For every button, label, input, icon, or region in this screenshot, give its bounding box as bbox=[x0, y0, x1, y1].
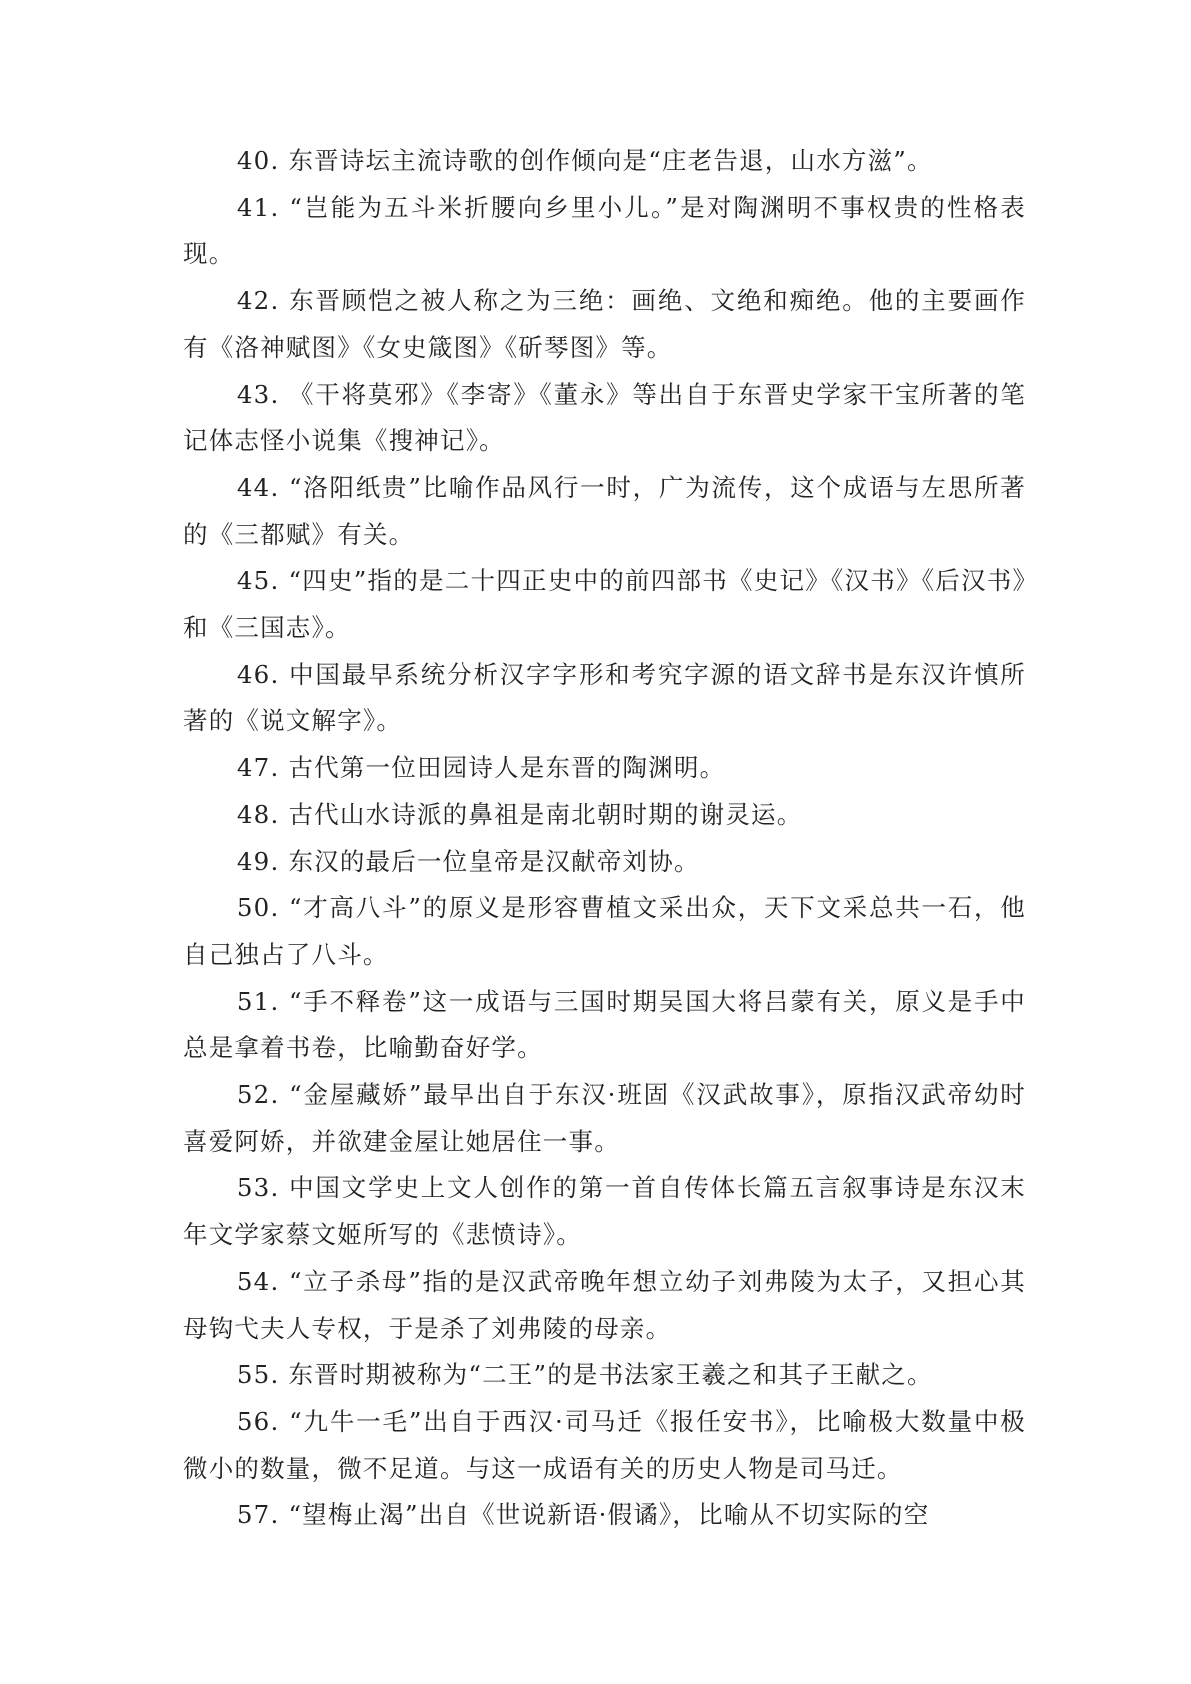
paragraph-48: 48. 古代山水诗派的鼻祖是南北朝时期的谢灵运。 bbox=[236, 799, 803, 829]
document-body bbox=[183, 138, 1026, 1539]
paragraph-46: 46. 中国最早系统分析汉字字形和考究字源的语文辞书是东汉许慎所著的《说文解字》。 bbox=[183, 659, 1026, 736]
paragraph-47: 47. 古代第一位田园诗人是东晋的陶渊明。 bbox=[236, 753, 726, 783]
paragraph-54: 54. “立子杀母”指的是汉武帝晚年想立幼子刘弗陵为太子，又担心其母钩弋夫人专权，于是杀了刘弗陵的母亲。 bbox=[183, 1266, 1026, 1343]
paragraph-49: 49. 东汉的最后一位皇帝是汉献帝刘协。 bbox=[236, 846, 700, 876]
paragraph-51: 51. “手不释卷”这一成语与三国时期吴国大将吕蒙有关，原义是手中总是拿着书卷，比喻勤奋好学。 bbox=[183, 986, 1026, 1063]
paragraph-44: 44. “洛阳纸贵”比喻作品风行一时，广为流传，这个成语与左思所著的《三都赋》有关。 bbox=[183, 472, 1026, 549]
paragraph-45: 45. “四史”指的是二十四正史中的前四部书《史记》《汉书》《后汉书》和《三国志》。 bbox=[183, 566, 1026, 643]
paragraph-40: 40. 东晋诗坛主流诗歌的创作倾向是“庄老告退，山水方滋”。 bbox=[236, 146, 933, 175]
paragraph-52: 52. “金屋藏娇”最早出自于东汉·班固《汉武故事》，原指汉武帝幼时喜爱阿娇，并欲建金屋让她居住一事。 bbox=[183, 1080, 1026, 1156]
paragraph-50: 50. “才高八斗”的原义是形容曹植文采出众，天下文采总共一石，他自己独占了八斗。 bbox=[183, 893, 1026, 969]
paragraph-53: 53. 中国文学史上文人创作的第一首自传体长篇五言叙事诗是东汉末年文学家蔡文姬所写的《悲愤诗》。 bbox=[183, 1173, 1026, 1250]
paragraph-43: 43. 《干将莫邪》《李寄》《董永》等出自于东晋史学家干宝所著的笔记体志怪小说集《搜神记》。 bbox=[183, 379, 1026, 456]
paragraph-57: 57. “望梅止渴”出自《世说新语·假谲》，比喻从不切实际的空 bbox=[236, 1500, 930, 1530]
paragraph-41: 41. “岂能为五斗米折腰向乡里小儿。”是对陶渊明不事权贵的性格表现。 bbox=[183, 192, 1026, 269]
paragraph-55: 55. 东晋时期被称为“二王”的是书法家王羲之和其子王献之。 bbox=[236, 1360, 933, 1390]
paragraph-42: 42. 东晋顾恺之被人称之为三绝：画绝、文绝和痴绝。他的主要画作有《洛神赋图》《女史箴图》《斫琴图》等。 bbox=[183, 286, 1026, 362]
paragraph-56: 56. “九牛一毛”出自于西汉·司马迁《报任安书》，比喻极大数量中极微小的数量，微不足道。与这一成语有关的历史人物是司马迁。 bbox=[183, 1406, 1026, 1483]
